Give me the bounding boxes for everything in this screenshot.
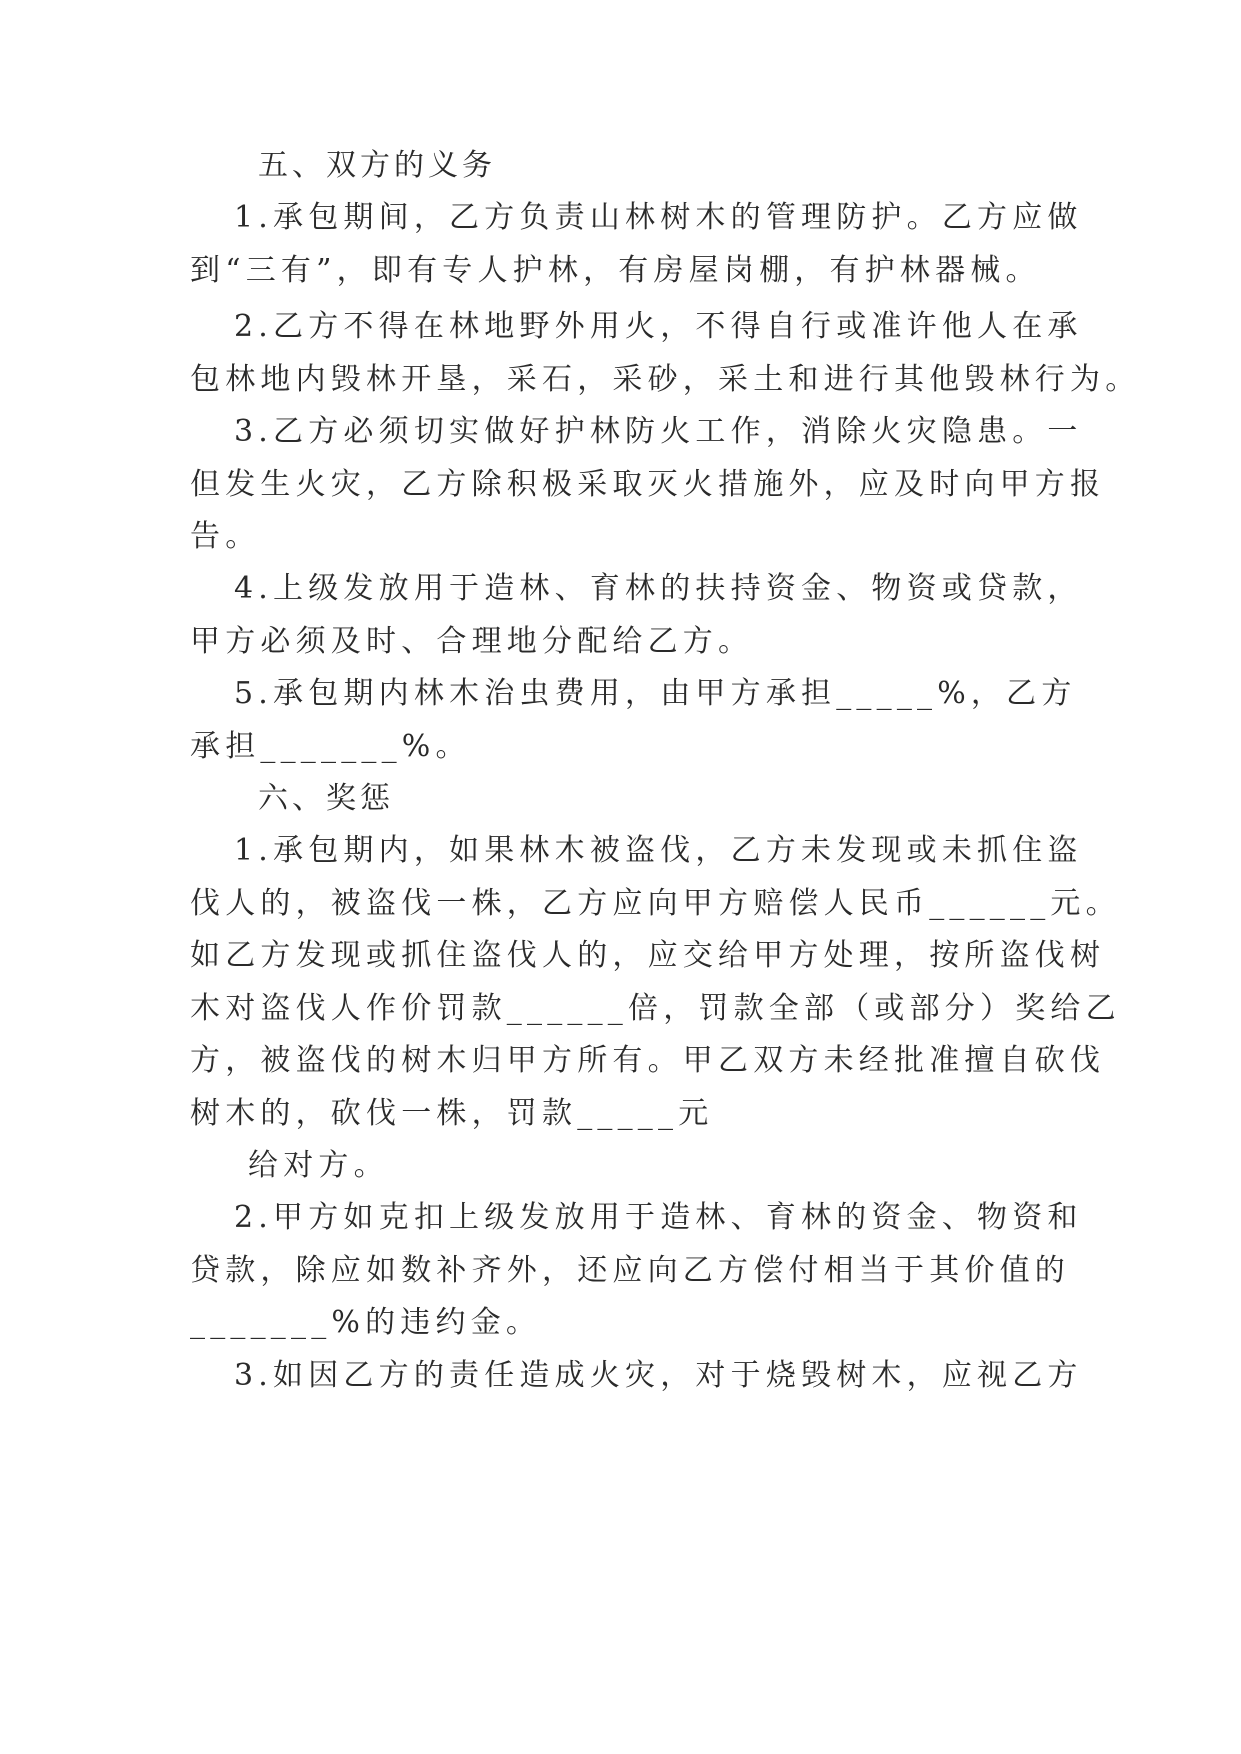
clause-line: 包林地内毁林开垦，采石，采砂，采土和进行其他毁林行为。 — [190, 362, 1141, 397]
clause-line: 1.承包期内，如果林木被盗伐，乙方未发现或未抓住盗 — [234, 833, 1083, 868]
clause-line: 树木的，砍伐一株，罚款_____元 — [190, 1096, 714, 1131]
clause-line: 3.乙方必须切实做好护林防火工作，消除火灾隐患。一 — [234, 414, 1083, 449]
clause-line: 告。 — [190, 519, 261, 554]
clause-line: 5.承包期内林木治虫费用，由甲方承担_____%，乙方 — [234, 676, 1077, 711]
clause-line: 但发生火灾，乙方除积极采取灭火措施外，应及时向甲方报 — [190, 467, 1106, 502]
clause-line: 2.乙方不得在林地野外用火，不得自行或准许他人在承 — [234, 309, 1083, 344]
clause-line: 承担_______%。 — [190, 729, 471, 764]
clause-line: 如乙方发现或抓住盗伐人的，应交给甲方处理，按所盗伐树 — [190, 938, 1106, 973]
clause-line: 伐人的，被盗伐一株，乙方应向甲方赔偿人民币______元。 — [190, 886, 1121, 921]
clause-line: 木对盗伐人作价罚款______倍，罚款全部（或部分）奖给乙 — [190, 991, 1121, 1026]
clause-line: 贷款，除应如数补齐外，还应向乙方偿付相当于其价值的 — [190, 1253, 1070, 1288]
section-heading-rewards-penalties: 六、奖惩 — [258, 781, 394, 816]
clause-line: 2.甲方如克扣上级发放用于造林、育林的资金、物资和 — [234, 1200, 1083, 1235]
clause-line: 3.如因乙方的责任造成火灾，对于烧毁树木，应视乙方 — [234, 1358, 1083, 1393]
section-heading-obligations: 五、双方的义务 — [258, 148, 496, 183]
clause-line: 1.承包期间，乙方负责山林树木的管理防护。乙方应做 — [234, 200, 1083, 235]
clause-line: 到“三有”，即有专人护林，有房屋岗棚，有护林器械。 — [190, 253, 1041, 288]
clause-line: 4.上级发放用于造林、育林的扶持资金、物资或贷款， — [234, 571, 1083, 606]
clause-line: 给对方。 — [248, 1148, 389, 1183]
clause-line: _______%的违约金。 — [190, 1305, 542, 1340]
clause-line: 方，被盗伐的树木归甲方所有。甲乙双方未经批准擅自砍伐 — [190, 1043, 1106, 1078]
clause-line: 甲方必须及时、合理地分配给乙方。 — [190, 624, 754, 659]
